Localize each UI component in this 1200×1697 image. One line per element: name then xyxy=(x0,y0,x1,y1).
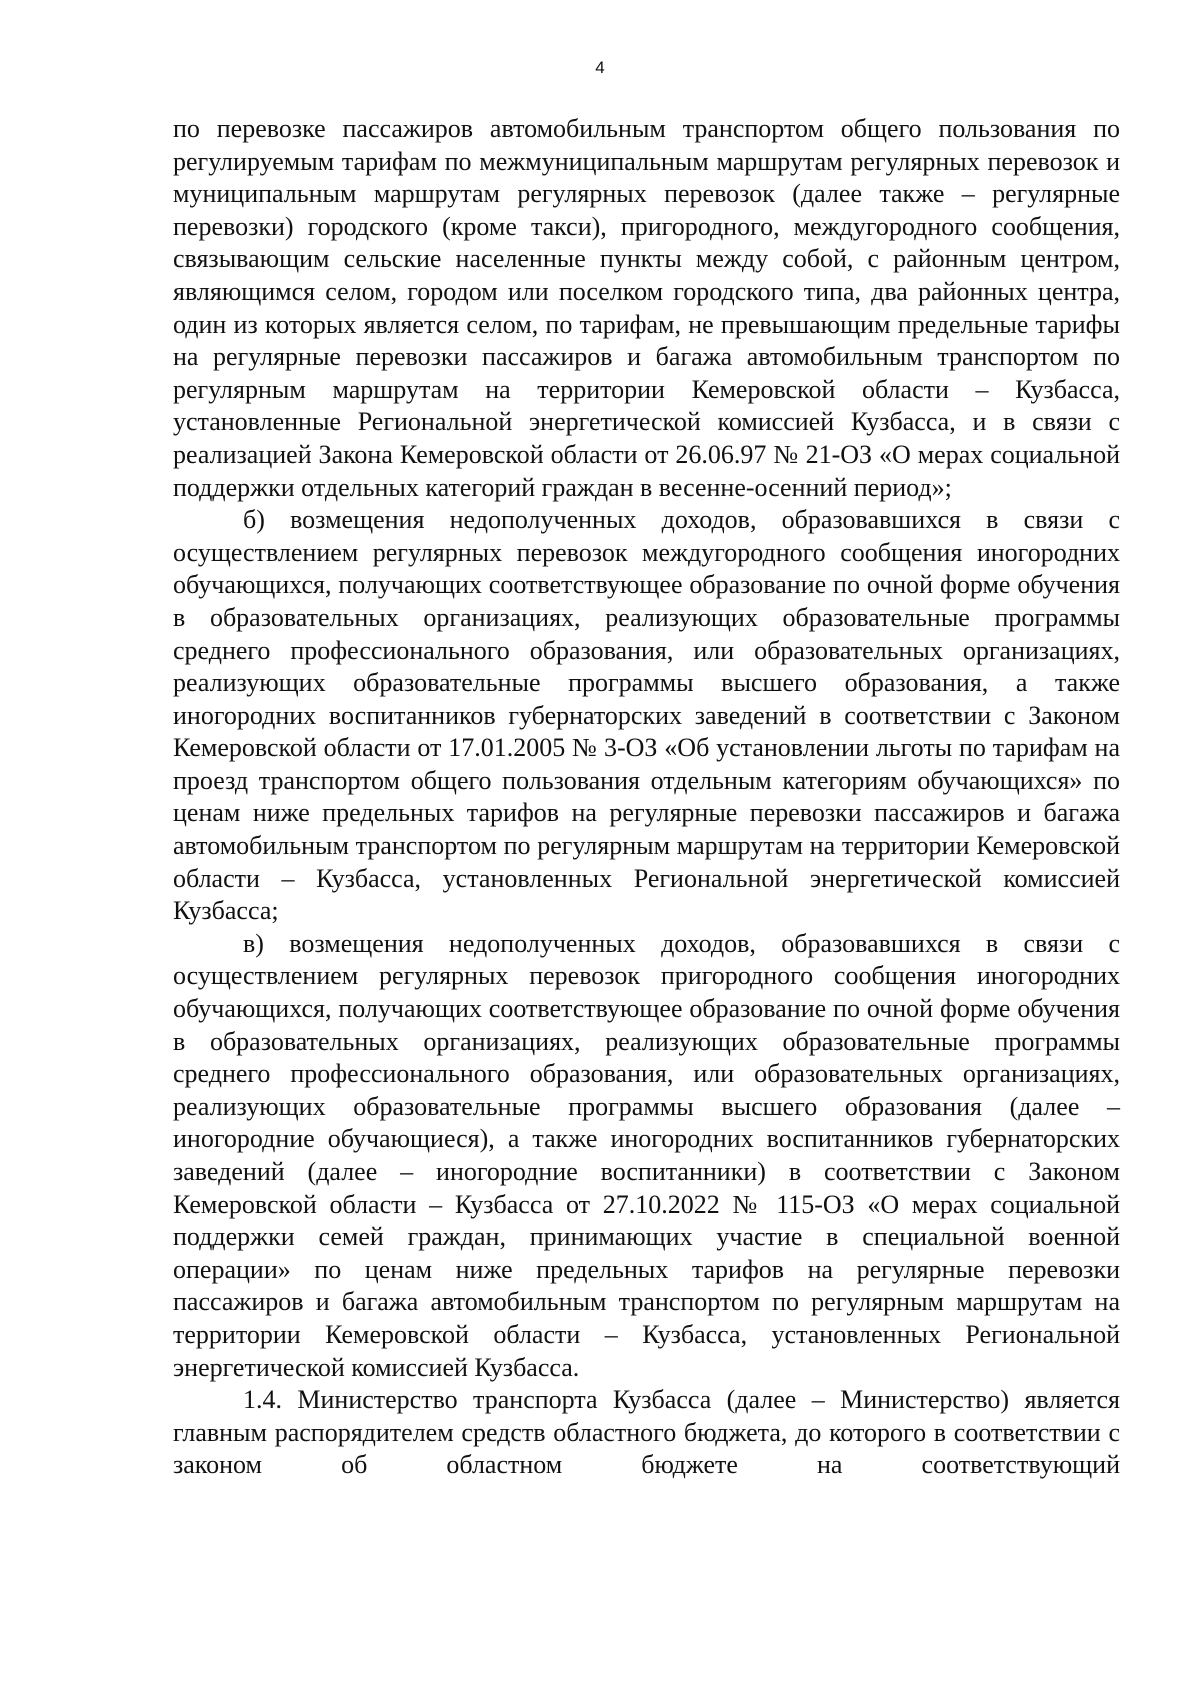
paragraph-item-b: б) возмещения недополученных доходов, образовавшихся в связи с осуществлением регулярных перевозок междугородного сообщения иногородних обучающихся, получающих соответствующее образование по очной форме обучения в образовательных организациях, реализующих образовательные программы среднего профессионального образования, или образовательных организациях, реализующих образовательные программы высшего образования, а также иногородних воспитанников губернаторских заведений в соответствии с Законом Кемеровской области от 17.01.2005 № 3-ОЗ «Об установлении льготы по тарифам на проезд транспортом общего пользования отдельным категориям обучающихся» по ценам ниже предельных тарифов на регулярные перевозки пассажиров и багажа автомобильным транспортом по регулярным маршрутам на территории Кемеровской области – Кузбасса, установленных Региональной энергетической комиссией Кузбасса; xyxy=(173,505,1120,926)
paragraph-continuation: по перевозке пассажиров автомобильным транспортом общего пользования по регулируемым тарифам по межмуниципальным маршрутам регулярных перевозок и муниципальным маршрутам регулярных перевозок (далее также – регулярные перевозки) городского (кроме такси), пригородного, междугородного сообщения, связывающим сельские населенные пункты между собой, с районным центром, являющимся селом, городом или поселком городского типа, два районных центра, один из которых является селом, по тарифам, не превышающим предельные тарифы на регулярные перевозки пассажиров и багажа автомобильным транспортом по регулярным маршрутам на территории Кемеровской области – Кузбасса, установленные Региональной энергетической комиссией Кузбасса, и в связи с реализацией Закона Кемеровской области от 26.06.97 № 21-ОЗ «О мерах социальной поддержки отдельных категорий граждан в весенне-осенний период»; xyxy=(173,114,1120,502)
paragraph-1-4: 1.4. Министерство транспорта Кузбасса (далее – Министерство) является главным распорядителем средств областного бюджета, до которого в соответствии с законом об областном бюджете на соответствующий xyxy=(173,1385,1120,1480)
paragraph-item-v: в) возмещения недополученных доходов, образовавшихся в связи с осуществлением регулярных перевозок пригородного сообщения иногородних обучающихся, получающих соответствующее образование по очной форме обучения в образовательных организациях, реализующих образовательные программы среднего профессионального образования, или образовательных организациях, реализующих образовательные программы высшего образования (далее – иногородние обучающиеся), а также иногородних воспитанников губернаторских заведений (далее – иногородние воспитанники) в соответствии с Законом Кемеровской области – Кузбасса от 27.10.2022 № 115-ОЗ «О мерах социальной поддержки семей граждан, принимающих участие в специальной военной операции» по ценам ниже предельных тарифов на регулярные перевозки пассажиров и багажа автомобильным транспортом по регулярным маршрутам на территории Кемеровской области – Кузбасса, установленных Региональной энергетической комиссией Кузбасса. xyxy=(173,928,1120,1382)
document-body xyxy=(173,113,1120,1482)
page-number: 4 xyxy=(595,58,605,77)
